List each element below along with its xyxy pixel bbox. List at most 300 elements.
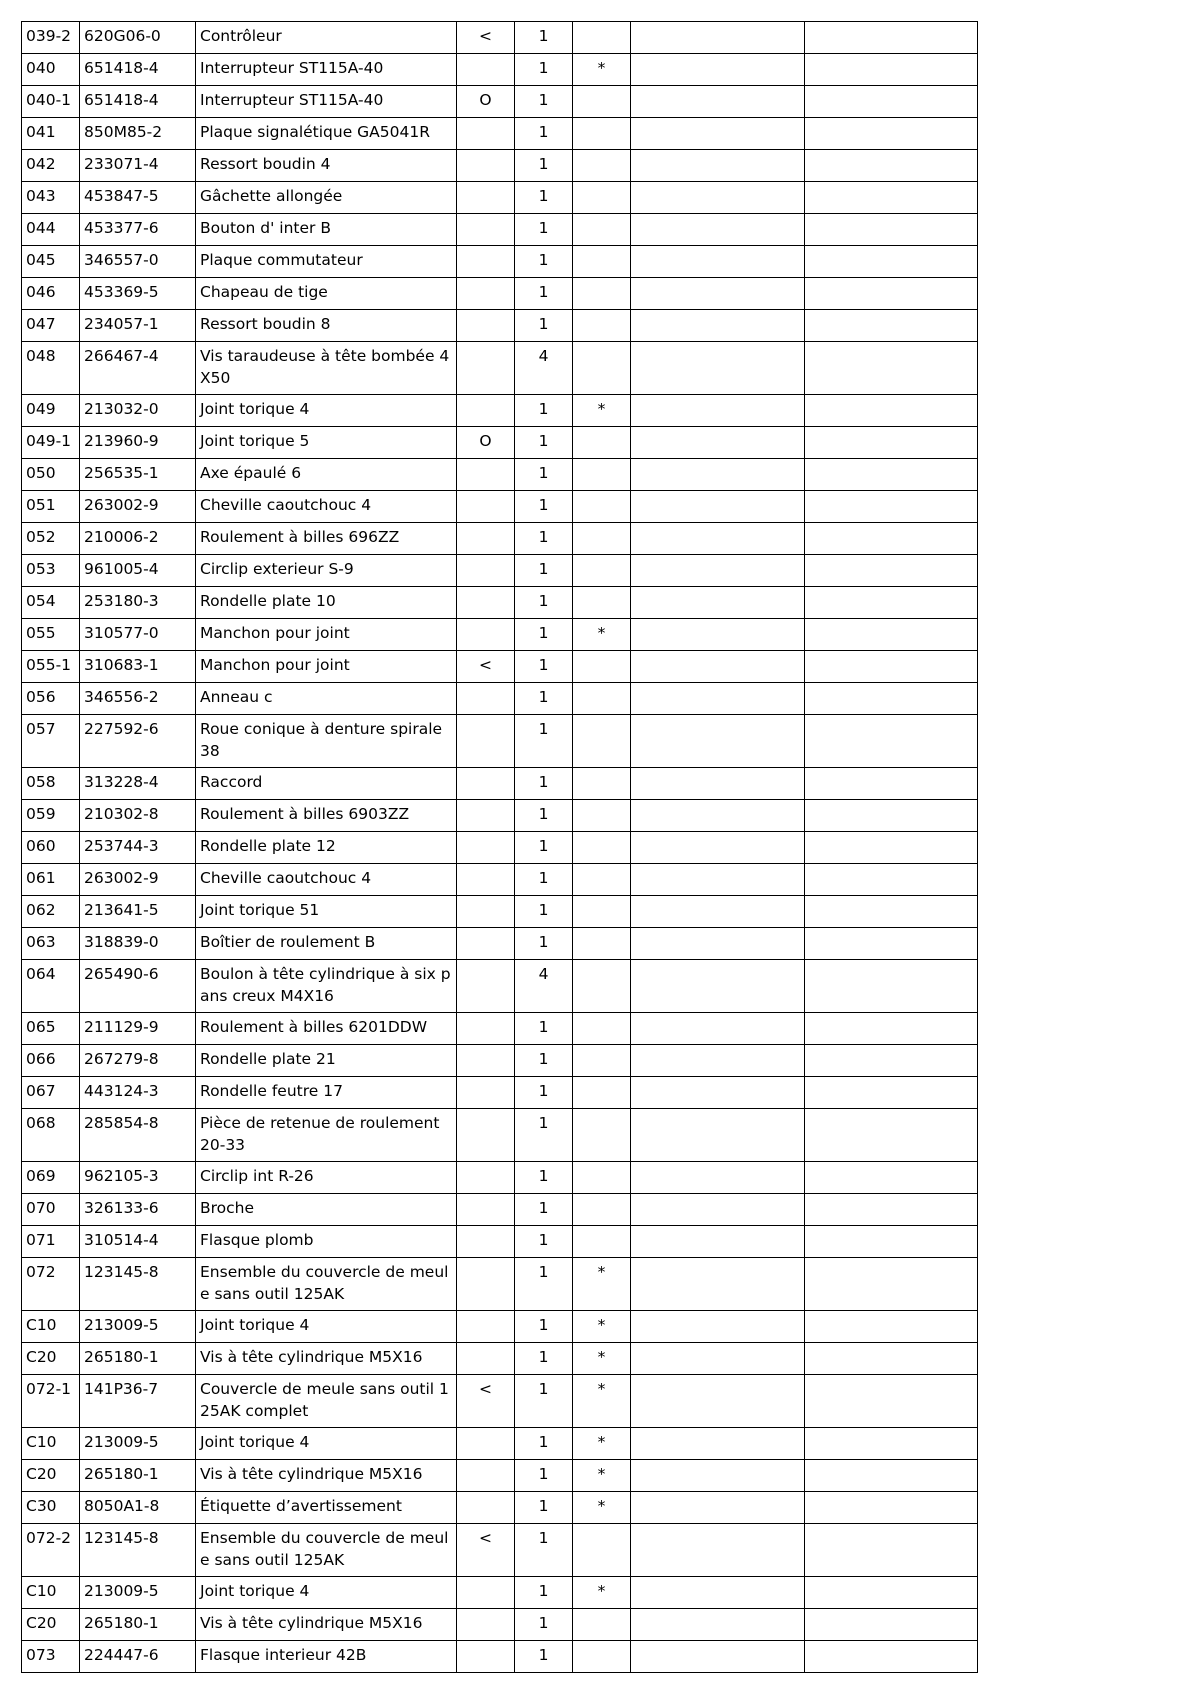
quantity-cell: 1 [515, 1258, 573, 1311]
symbol-cell [457, 683, 515, 715]
item-number-cell: 067 [22, 1077, 80, 1109]
empty-cell [805, 1375, 978, 1428]
empty-cell [805, 1077, 978, 1109]
item-number-cell: 049 [22, 395, 80, 427]
part-reference-cell: 213009-5 [80, 1428, 196, 1460]
part-reference-cell: 213641-5 [80, 896, 196, 928]
item-number-cell: C20 [22, 1609, 80, 1641]
quantity-cell: 1 [515, 1045, 573, 1077]
empty-cell [805, 246, 978, 278]
symbol-cell [457, 1226, 515, 1258]
symbol-cell [457, 310, 515, 342]
empty-cell [631, 896, 805, 928]
part-reference-cell: 651418-4 [80, 86, 196, 118]
quantity-cell: 1 [515, 1524, 573, 1577]
symbol-cell [457, 1641, 515, 1673]
empty-cell [631, 587, 805, 619]
mark-cell: * [573, 1460, 631, 1492]
table-row [22, 278, 978, 310]
symbol-cell [457, 1577, 515, 1609]
empty-cell [631, 1460, 805, 1492]
quantity-cell: 1 [515, 54, 573, 86]
empty-cell [805, 1311, 978, 1343]
item-number-cell: 055-1 [22, 651, 80, 683]
part-description-cell: Bouton d' inter B [196, 214, 457, 246]
empty-cell [805, 1524, 978, 1577]
table-row [22, 150, 978, 182]
mark-cell [573, 86, 631, 118]
empty-cell [805, 1013, 978, 1045]
item-number-cell: 069 [22, 1162, 80, 1194]
quantity-cell: 1 [515, 555, 573, 587]
symbol-cell: < [457, 1375, 515, 1428]
symbol-cell [457, 1460, 515, 1492]
empty-cell [631, 86, 805, 118]
part-description-cell: Roue conique à denture spirale 38 [196, 715, 457, 768]
mark-cell: * [573, 619, 631, 651]
mark-cell [573, 715, 631, 768]
table-row [22, 342, 978, 395]
symbol-cell [457, 278, 515, 310]
empty-cell [631, 118, 805, 150]
empty-cell [631, 1311, 805, 1343]
table-row [22, 459, 978, 491]
part-reference-cell: 210006-2 [80, 523, 196, 555]
empty-cell [805, 118, 978, 150]
table-row [22, 864, 978, 896]
table-row [22, 960, 978, 1013]
part-reference-cell: 141P36-7 [80, 1375, 196, 1428]
quantity-cell: 1 [515, 182, 573, 214]
part-description-cell: Ensemble du couvercle de meule sans outil 125AK [196, 1524, 457, 1577]
mark-cell [573, 182, 631, 214]
part-description-cell: Vis taraudeuse à tête bombée 4X50 [196, 342, 457, 395]
empty-cell [805, 427, 978, 459]
empty-cell [805, 800, 978, 832]
item-number-cell: C20 [22, 1343, 80, 1375]
part-description-cell: Boîtier de roulement B [196, 928, 457, 960]
table-row [22, 683, 978, 715]
part-reference-cell: 346556-2 [80, 683, 196, 715]
empty-cell [805, 54, 978, 86]
symbol-cell: O [457, 427, 515, 459]
empty-cell [805, 214, 978, 246]
quantity-cell: 1 [515, 587, 573, 619]
quantity-cell: 1 [515, 1077, 573, 1109]
table-row [22, 22, 978, 54]
part-reference-cell: 123145-8 [80, 1258, 196, 1311]
quantity-cell: 1 [515, 214, 573, 246]
item-number-cell: 064 [22, 960, 80, 1013]
quantity-cell: 1 [515, 1428, 573, 1460]
part-description-cell: Cheville caoutchouc 4 [196, 864, 457, 896]
quantity-cell: 1 [515, 832, 573, 864]
part-reference-cell: 453369-5 [80, 278, 196, 310]
quantity-cell: 1 [515, 1343, 573, 1375]
part-description-cell: Contrôleur [196, 22, 457, 54]
part-description-cell: Ressort boudin 8 [196, 310, 457, 342]
item-number-cell: 068 [22, 1109, 80, 1162]
table-row [22, 395, 978, 427]
empty-cell [631, 395, 805, 427]
quantity-cell: 1 [515, 1460, 573, 1492]
mark-cell [573, 928, 631, 960]
item-number-cell: C20 [22, 1460, 80, 1492]
symbol-cell [457, 715, 515, 768]
quantity-cell: 1 [515, 459, 573, 491]
mark-cell [573, 459, 631, 491]
part-reference-cell: 266467-4 [80, 342, 196, 395]
table-row [22, 896, 978, 928]
part-description-cell: Circlip exterieur S-9 [196, 555, 457, 587]
quantity-cell: 1 [515, 1311, 573, 1343]
item-number-cell: 047 [22, 310, 80, 342]
table-row [22, 619, 978, 651]
empty-cell [631, 54, 805, 86]
mark-cell [573, 960, 631, 1013]
table-row [22, 246, 978, 278]
empty-cell [631, 1226, 805, 1258]
part-reference-cell: 267279-8 [80, 1045, 196, 1077]
empty-cell [631, 960, 805, 1013]
table-row [22, 800, 978, 832]
empty-cell [631, 278, 805, 310]
item-number-cell: C10 [22, 1311, 80, 1343]
table-row [22, 1109, 978, 1162]
empty-cell [805, 651, 978, 683]
mark-cell: * [573, 1311, 631, 1343]
part-reference-cell: 961005-4 [80, 555, 196, 587]
item-number-cell: C30 [22, 1492, 80, 1524]
table-row [22, 1311, 978, 1343]
part-reference-cell: 313228-4 [80, 768, 196, 800]
quantity-cell: 1 [515, 715, 573, 768]
table-row [22, 1428, 978, 1460]
mark-cell [573, 214, 631, 246]
mark-cell [573, 22, 631, 54]
quantity-cell: 1 [515, 1492, 573, 1524]
symbol-cell [457, 768, 515, 800]
quantity-cell: 1 [515, 651, 573, 683]
empty-cell [805, 1258, 978, 1311]
quantity-cell: 1 [515, 22, 573, 54]
empty-cell [631, 1109, 805, 1162]
symbol-cell [457, 182, 515, 214]
empty-cell [805, 896, 978, 928]
part-description-cell: Roulement à billes 696ZZ [196, 523, 457, 555]
empty-cell [805, 960, 978, 1013]
part-reference-cell: 265490-6 [80, 960, 196, 1013]
empty-cell [631, 491, 805, 523]
item-number-cell: 049-1 [22, 427, 80, 459]
table-row [22, 1524, 978, 1577]
parts-table [21, 21, 978, 1673]
part-description-cell: Interrupteur ST115A-40 [196, 86, 457, 118]
symbol-cell [457, 1492, 515, 1524]
part-reference-cell: 253744-3 [80, 832, 196, 864]
symbol-cell [457, 1343, 515, 1375]
item-number-cell: 065 [22, 1013, 80, 1045]
mark-cell [573, 491, 631, 523]
empty-cell [631, 459, 805, 491]
part-reference-cell: 256535-1 [80, 459, 196, 491]
symbol-cell [457, 1162, 515, 1194]
quantity-cell: 1 [515, 896, 573, 928]
table-row [22, 1045, 978, 1077]
part-description-cell: Vis à tête cylindrique M5X16 [196, 1609, 457, 1641]
empty-cell [631, 1428, 805, 1460]
mark-cell [573, 246, 631, 278]
empty-cell [631, 1258, 805, 1311]
part-reference-cell: 213960-9 [80, 427, 196, 459]
mark-cell [573, 1226, 631, 1258]
empty-cell [805, 1492, 978, 1524]
table-row [22, 86, 978, 118]
table-row [22, 427, 978, 459]
empty-cell [631, 1077, 805, 1109]
mark-cell: * [573, 1428, 631, 1460]
part-description-cell: Ensemble du couvercle de meule sans outil 125AK [196, 1258, 457, 1311]
part-reference-cell: 285854-8 [80, 1109, 196, 1162]
item-number-cell: 045 [22, 246, 80, 278]
part-reference-cell: 224447-6 [80, 1641, 196, 1673]
part-reference-cell: 453847-5 [80, 182, 196, 214]
part-description-cell: Interrupteur ST115A-40 [196, 54, 457, 86]
empty-cell [631, 1609, 805, 1641]
empty-cell [805, 832, 978, 864]
empty-cell [631, 150, 805, 182]
item-number-cell: 071 [22, 1226, 80, 1258]
empty-cell [805, 715, 978, 768]
item-number-cell: 061 [22, 864, 80, 896]
table-row [22, 1343, 978, 1375]
table-row [22, 1258, 978, 1311]
table-row [22, 54, 978, 86]
empty-cell [805, 182, 978, 214]
mark-cell [573, 342, 631, 395]
part-reference-cell: 213032-0 [80, 395, 196, 427]
item-number-cell: 072-2 [22, 1524, 80, 1577]
part-description-cell: Joint torique 4 [196, 1577, 457, 1609]
item-number-cell: 046 [22, 278, 80, 310]
part-reference-cell: 234057-1 [80, 310, 196, 342]
mark-cell [573, 896, 631, 928]
table-row [22, 1226, 978, 1258]
item-number-cell: 040 [22, 54, 80, 86]
part-description-cell: Étiquette d’avertissement [196, 1492, 457, 1524]
symbol-cell [457, 1109, 515, 1162]
symbol-cell [457, 800, 515, 832]
part-description-cell: Flasque interieur 42B [196, 1641, 457, 1673]
part-description-cell: Plaque commutateur [196, 246, 457, 278]
part-description-cell: Roulement à billes 6201DDW [196, 1013, 457, 1045]
table-row [22, 214, 978, 246]
part-description-cell: Pièce de retenue de roulement 20-33 [196, 1109, 457, 1162]
mark-cell [573, 150, 631, 182]
part-description-cell: Joint torique 5 [196, 427, 457, 459]
item-number-cell: 041 [22, 118, 80, 150]
part-description-cell: Couvercle de meule sans outil 125AK complet [196, 1375, 457, 1428]
part-description-cell: Rondelle plate 21 [196, 1045, 457, 1077]
quantity-cell: 1 [515, 619, 573, 651]
quantity-cell: 1 [515, 928, 573, 960]
quantity-cell: 4 [515, 960, 573, 1013]
empty-cell [631, 214, 805, 246]
part-description-cell: Ressort boudin 4 [196, 150, 457, 182]
part-reference-cell: 318839-0 [80, 928, 196, 960]
symbol-cell [457, 1311, 515, 1343]
part-description-cell: Cheville caoutchouc 4 [196, 491, 457, 523]
table-row [22, 118, 978, 150]
quantity-cell: 1 [515, 800, 573, 832]
item-number-cell: 051 [22, 491, 80, 523]
mark-cell: * [573, 1343, 631, 1375]
symbol-cell [457, 619, 515, 651]
mark-cell [573, 1524, 631, 1577]
symbol-cell [457, 1045, 515, 1077]
symbol-cell [457, 928, 515, 960]
item-number-cell: 066 [22, 1045, 80, 1077]
empty-cell [631, 928, 805, 960]
part-description-cell: Broche [196, 1194, 457, 1226]
empty-cell [805, 1641, 978, 1673]
table-row [22, 491, 978, 523]
empty-cell [631, 427, 805, 459]
symbol-cell [457, 1013, 515, 1045]
quantity-cell: 1 [515, 395, 573, 427]
part-description-cell: Plaque signalétique GA5041R [196, 118, 457, 150]
empty-cell [631, 1492, 805, 1524]
empty-cell [631, 1524, 805, 1577]
empty-cell [631, 683, 805, 715]
part-reference-cell: 962105-3 [80, 1162, 196, 1194]
symbol-cell: < [457, 651, 515, 683]
part-description-cell: Rondelle plate 12 [196, 832, 457, 864]
part-description-cell: Joint torique 4 [196, 1311, 457, 1343]
part-reference-cell: 310577-0 [80, 619, 196, 651]
empty-cell [631, 768, 805, 800]
empty-cell [631, 182, 805, 214]
item-number-cell: 060 [22, 832, 80, 864]
empty-cell [631, 1045, 805, 1077]
empty-cell [631, 1577, 805, 1609]
quantity-cell: 1 [515, 768, 573, 800]
empty-cell [631, 246, 805, 278]
item-number-cell: 040-1 [22, 86, 80, 118]
empty-cell [805, 683, 978, 715]
symbol-cell [457, 1258, 515, 1311]
empty-cell [805, 1577, 978, 1609]
empty-cell [805, 1109, 978, 1162]
mark-cell [573, 1641, 631, 1673]
mark-cell: * [573, 1375, 631, 1428]
quantity-cell: 1 [515, 523, 573, 555]
table-row [22, 1641, 978, 1673]
part-reference-cell: 651418-4 [80, 54, 196, 86]
empty-cell [805, 1194, 978, 1226]
symbol-cell [457, 54, 515, 86]
part-description-cell: Raccord [196, 768, 457, 800]
item-number-cell: 056 [22, 683, 80, 715]
empty-cell [805, 1045, 978, 1077]
empty-cell [631, 22, 805, 54]
empty-cell [631, 555, 805, 587]
quantity-cell: 1 [515, 1194, 573, 1226]
part-reference-cell: 213009-5 [80, 1311, 196, 1343]
empty-cell [631, 310, 805, 342]
symbol-cell [457, 555, 515, 587]
part-reference-cell: 213009-5 [80, 1577, 196, 1609]
table-row [22, 1609, 978, 1641]
empty-cell [805, 928, 978, 960]
part-reference-cell: 265180-1 [80, 1609, 196, 1641]
part-reference-cell: 620G06-0 [80, 22, 196, 54]
mark-cell [573, 768, 631, 800]
item-number-cell: 072-1 [22, 1375, 80, 1428]
quantity-cell: 1 [515, 683, 573, 715]
empty-cell [805, 1609, 978, 1641]
quantity-cell: 1 [515, 246, 573, 278]
table-row [22, 768, 978, 800]
item-number-cell: 057 [22, 715, 80, 768]
symbol-cell: < [457, 1524, 515, 1577]
mark-cell: * [573, 54, 631, 86]
part-description-cell: Vis à tête cylindrique M5X16 [196, 1460, 457, 1492]
part-reference-cell: 346557-0 [80, 246, 196, 278]
item-number-cell: C10 [22, 1577, 80, 1609]
mark-cell [573, 118, 631, 150]
mark-cell [573, 651, 631, 683]
empty-cell [805, 395, 978, 427]
table-row [22, 832, 978, 864]
table-row [22, 928, 978, 960]
table-row [22, 1162, 978, 1194]
quantity-cell: 1 [515, 1577, 573, 1609]
item-number-cell: 070 [22, 1194, 80, 1226]
part-description-cell: Circlip int R-26 [196, 1162, 457, 1194]
quantity-cell: 1 [515, 150, 573, 182]
symbol-cell: O [457, 86, 515, 118]
part-reference-cell: 443124-3 [80, 1077, 196, 1109]
empty-cell [631, 715, 805, 768]
part-description-cell: Vis à tête cylindrique M5X16 [196, 1343, 457, 1375]
symbol-cell [457, 1194, 515, 1226]
mark-cell: * [573, 1492, 631, 1524]
table-row [22, 1013, 978, 1045]
empty-cell [631, 1162, 805, 1194]
quantity-cell: 1 [515, 310, 573, 342]
symbol-cell [457, 587, 515, 619]
table-row [22, 651, 978, 683]
empty-cell [631, 864, 805, 896]
table-row [22, 523, 978, 555]
empty-cell [631, 1013, 805, 1045]
empty-cell [805, 150, 978, 182]
part-description-cell: Chapeau de tige [196, 278, 457, 310]
mark-cell: * [573, 395, 631, 427]
part-description-cell: Boulon à tête cylindrique à six pans creux M4X16 [196, 960, 457, 1013]
symbol-cell [457, 864, 515, 896]
quantity-cell: 1 [515, 1609, 573, 1641]
empty-cell [805, 768, 978, 800]
part-description-cell: Anneau c [196, 683, 457, 715]
item-number-cell: 063 [22, 928, 80, 960]
empty-cell [631, 342, 805, 395]
table-row [22, 1194, 978, 1226]
part-reference-cell: 123145-8 [80, 1524, 196, 1577]
symbol-cell: < [457, 22, 515, 54]
part-reference-cell: 265180-1 [80, 1343, 196, 1375]
